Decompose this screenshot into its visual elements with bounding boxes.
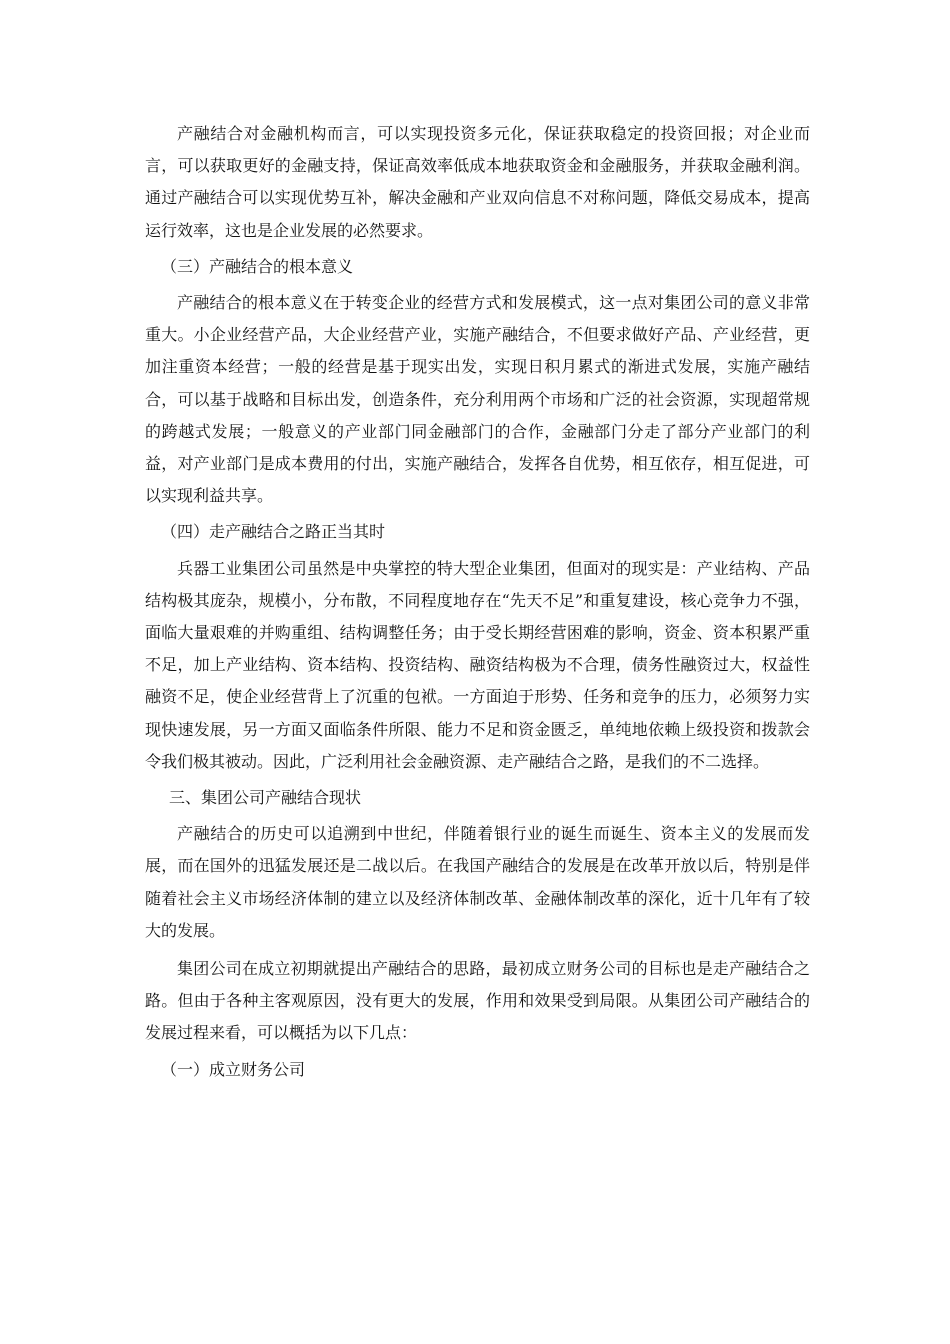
paragraph-1: 产融结合对金融机构而言，可以实现投资多元化，保证获取稳定的投资回报；对企业而言，可以获取更好的金融支持，保证高效率低成本地获取资金和金融服务，并获取金融利润。通过产融结合可以实现优势互补，解决金融和产业双向信息不对称问题，降低交易成本，提高运行效率，这也是企业发展的必然要求。 (145, 124, 810, 240)
section-heading-4: （四）走产融结合之路正当其时 (161, 522, 386, 542)
chapter-heading-3: 三、集团公司产融结合现状 (169, 788, 362, 808)
section-heading-1: （一）成立财务公司 (161, 1059, 306, 1079)
section-heading-3: （三）产融结合的根本意义 (161, 256, 354, 276)
document-body (145, 118, 810, 1090)
paragraph-3: 兵器工业集团公司虽然是中央掌控的特大型企业集团，但面对的现实是：产业结构、产品结构极其庞杂，规模小，分布散，不同程度地存在“先天不足”和重复建设，核心竞争力不强，面临大量艰难的并购重组、结构调整任务；由于受长期经营困难的影响，资金、资本积累严重不足，加上产业结构、资本结构、投资结构、融资结构极为不合理，债务性融资过大，权益性融资不足，使企业经营背上了沉重的包袱。一方面迫于形势、任务和竞争的压力，必须努力实现快速发展，另一方面又面临条件所限、能力不足和资金匮乏，单纯地依赖上级投资和拨款会令我们极其被动。因此，广泛利用社会金融资源、走产融结合之路，是我们的不二选择。 (145, 558, 810, 771)
paragraph-2: 产融结合的根本意义在于转变企业的经营方式和发展模式，这一点对集团公司的意义非常重大。小企业经营产品，大企业经营产业，实施产融结合，不但要求做好产品、产业经营，更加注重资本经营；一般的经营是基于现实出发，实现日积月累式的渐进式发展，实施产融结合，可以基于战略和目标出发，创造条件，充分利用两个市场和广泛的社会资源，实现超常规的跨越式发展；一般意义的产业部门同金融部门的合作，金融部门分走了部分产业部门的利益，对产业部门是成本费用的付出，实施产融结合，发挥各自优势，相互依存，相互促进，可以实现利益共享。 (145, 293, 810, 506)
paragraph-4: 产融结合的历史可以追溯到中世纪，伴随着银行业的诞生而诞生、资本主义的发展而发展，而在国外的迅猛发展还是二战以后。在我国产融结合的发展是在改革开放以后，特别是伴随着社会主义市场经济体制的建立以及经济体制改革、金融体制改革的深化，近十几年有了较大的发展。 (145, 824, 810, 940)
paragraph-5: 集团公司在成立初期就提出产融结合的思路，最初成立财务公司的目标也是走产融结合之路。但由于各种主客观原因，没有更大的发展，作用和效果受到局限。从集团公司产融结合的发展过程来看，可以概括为以下几点： (145, 959, 810, 1043)
